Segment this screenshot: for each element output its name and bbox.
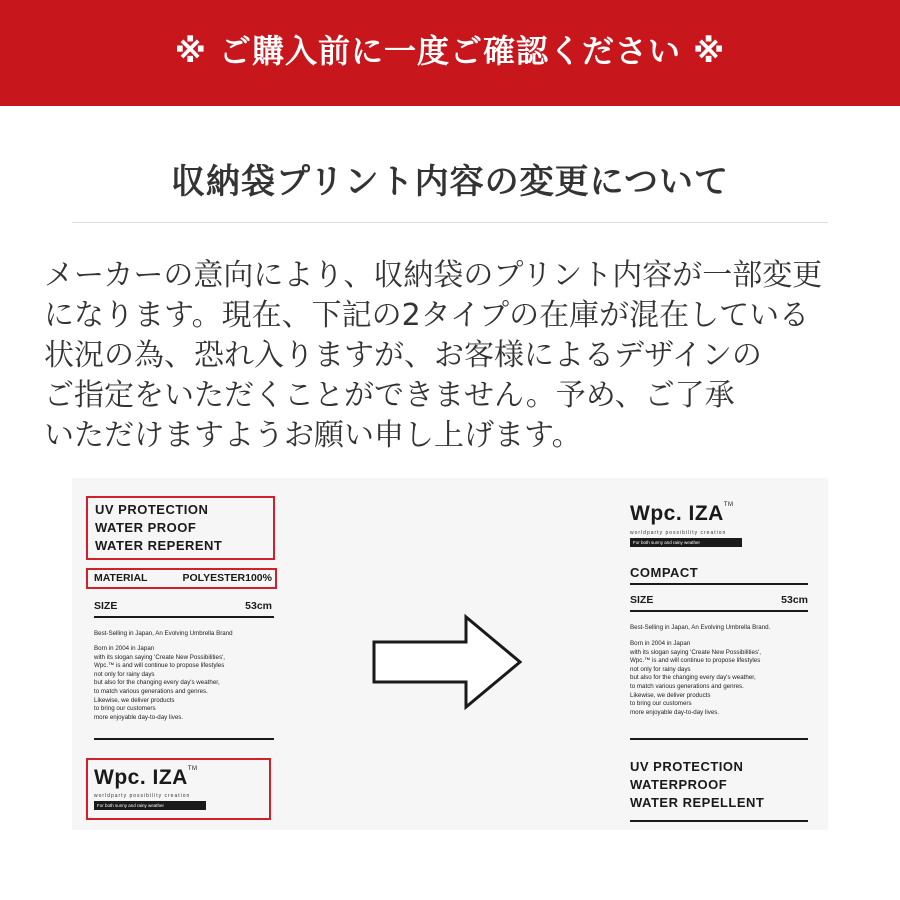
notice-banner bbox=[0, 0, 900, 106]
right-arrow-icon bbox=[368, 612, 528, 712]
size-value: 53cm bbox=[781, 594, 808, 606]
feature-line: WATER PROOF bbox=[95, 520, 197, 535]
notice-body bbox=[44, 256, 864, 456]
divider-line bbox=[630, 738, 808, 740]
feature-line: UV PROTECTION bbox=[95, 502, 209, 517]
divider-line bbox=[630, 820, 808, 822]
logo-tagline: worldparty possibility creation bbox=[630, 530, 727, 536]
divider-line bbox=[630, 610, 808, 612]
page-heading: 収納袋プリント内容の変更について bbox=[171, 162, 729, 202]
body-line: になります。現在、下記の2タイプの在庫が混在している bbox=[44, 298, 810, 333]
logo-tagline: worldparty possibility creation bbox=[94, 793, 191, 799]
brand-logo: Wpc. IZA™ bbox=[630, 502, 734, 525]
logo-black-bar: For both sunny and rainy weather bbox=[94, 801, 206, 810]
body-line: メーカーの意向により、収納袋のプリント内容が一部変更 bbox=[44, 258, 823, 293]
brand-paragraph: Born in 2004 in Japan with its slogan saying 'Create New Possibilities', Wpc.™ is and will continue to propose lifestyles not only for rainy days but also for the changing every day's weather, to match various generations and genres. Likewise, we deliver products to bring our customers more enjoyable day-to-day lives. bbox=[630, 640, 761, 716]
body-line: いただけますようお願い申し上げます。 bbox=[44, 418, 582, 453]
bag-print-comparison-photo bbox=[72, 478, 828, 830]
body-line: ご指定をいただくことができません。予め、ご了承 bbox=[44, 378, 735, 413]
feature-line: UV PROTECTION bbox=[630, 759, 744, 774]
heading-divider bbox=[72, 222, 828, 223]
body-line: 状況の為、恐れ入りますが、お客様によるデザインの bbox=[44, 338, 762, 373]
size-row bbox=[630, 594, 808, 606]
size-key: SIZE bbox=[94, 600, 118, 612]
feature-line: WATERPROOF bbox=[630, 777, 728, 792]
new-print-label bbox=[624, 498, 812, 826]
brand-heading: Best-Selling in Japan, An Evolving Umbrella Brand bbox=[94, 630, 233, 637]
brand-heading: Best-Selling in Japan, An Evolving Umbrella Brand. bbox=[630, 624, 771, 631]
feature-line: WATER REPELLENT bbox=[630, 795, 765, 810]
material-key: MATERIAL bbox=[94, 572, 148, 584]
brand-paragraph: Born in 2004 in Japan with its slogan saying 'Create New Possibilities', Wpc.™ is and will continue to propose lifestyles not only for rainy days but also for the changing every day's weather, to match various generations and genres. Likewise, we deliver products to bring our customers more enjoyable day-to-day lives. bbox=[94, 645, 225, 721]
size-row bbox=[94, 600, 272, 612]
features-list bbox=[630, 758, 764, 812]
brand-logo: Wpc. IZA™ bbox=[94, 766, 198, 789]
size-value: 53cm bbox=[245, 600, 272, 612]
material-row bbox=[94, 572, 272, 584]
model-name: COMPACT bbox=[630, 565, 699, 580]
divider-line bbox=[630, 583, 808, 585]
feature-line: WATER REPERENT bbox=[95, 538, 223, 553]
material-value: POLYESTER100% bbox=[182, 572, 272, 584]
divider-line bbox=[94, 738, 274, 740]
divider-line bbox=[94, 616, 274, 618]
notice-banner-text: ※ ご購入前に一度ご確認ください ※ bbox=[174, 32, 726, 70]
logo-black-bar: For both sunny and rainy weather bbox=[630, 538, 742, 547]
size-key: SIZE bbox=[630, 594, 654, 606]
features-list bbox=[95, 501, 222, 555]
old-print-label bbox=[86, 492, 286, 822]
